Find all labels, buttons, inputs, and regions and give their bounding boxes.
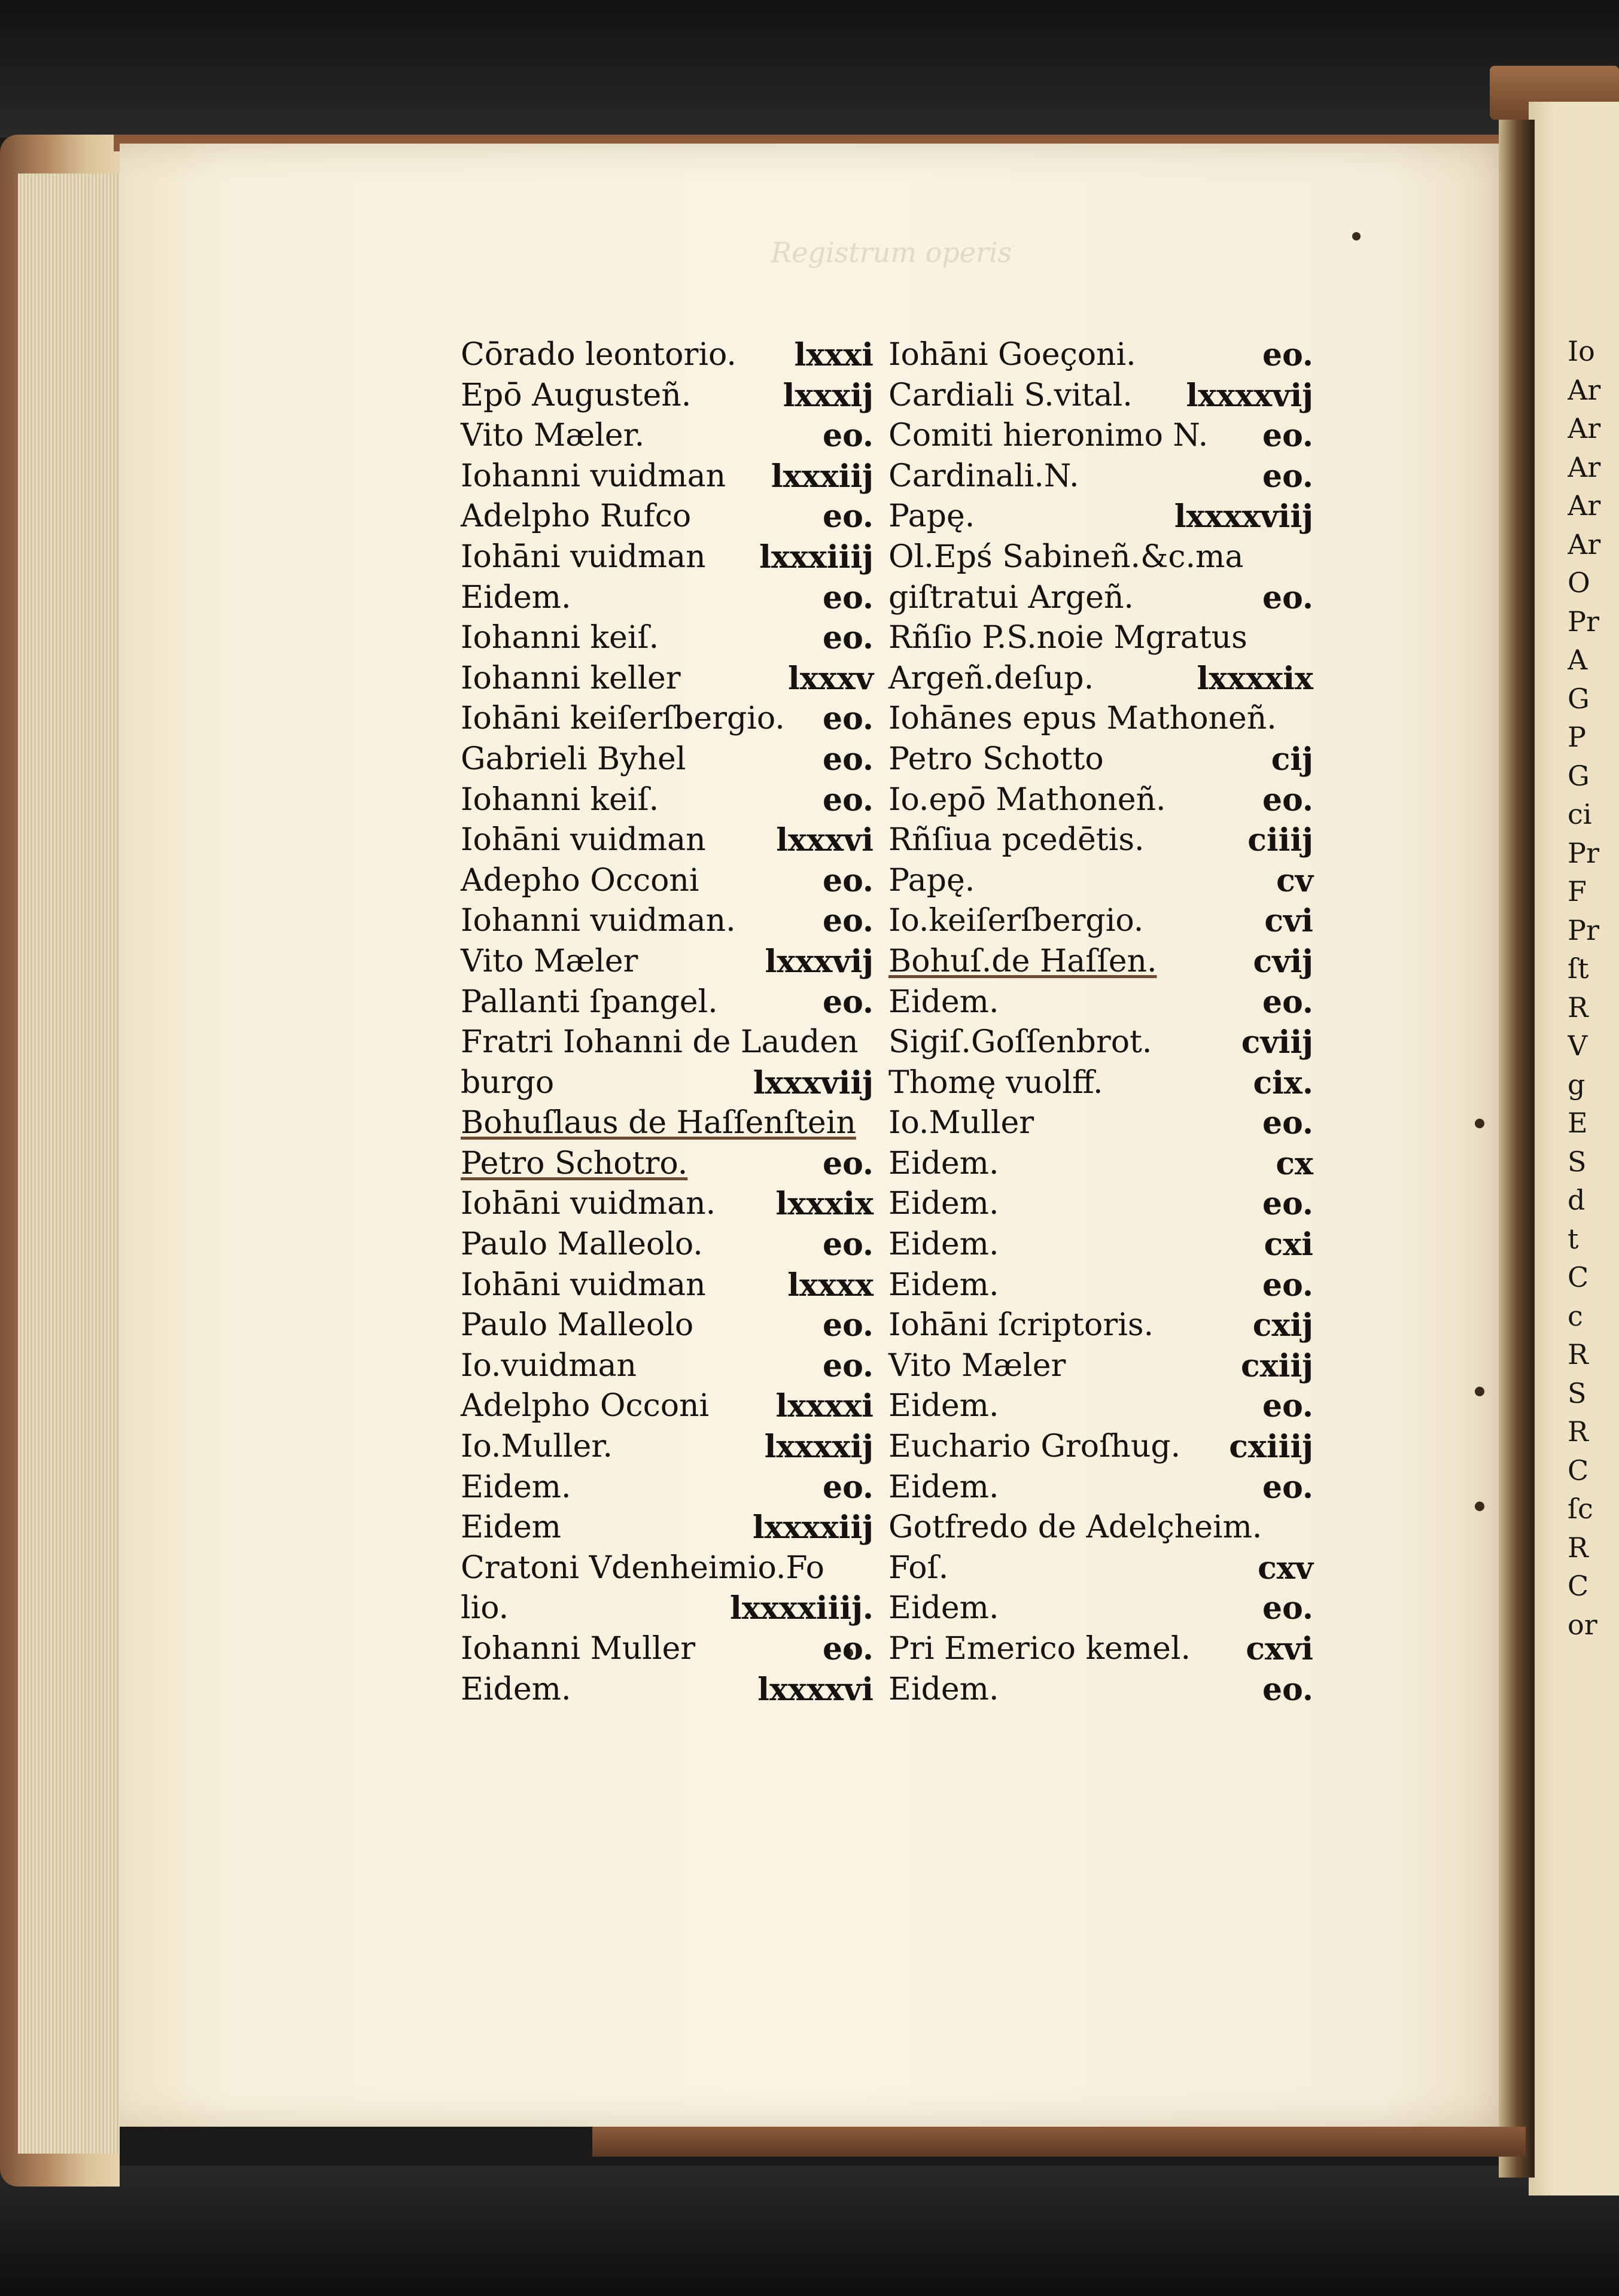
page-gutter — [1499, 120, 1535, 2178]
entry-name: Eidem. — [461, 1671, 571, 1707]
entry-name: Cōrado leontorio. — [461, 337, 737, 373]
entry-name: Iohāni vuidman. — [461, 1186, 716, 1222]
entry-folio-ref: eo. — [823, 1145, 874, 1182]
entry-folio-ref: cviij — [1241, 1024, 1313, 1061]
register-entry — [888, 739, 1313, 780]
entry-folio-ref: eo. — [1262, 1469, 1313, 1506]
entry-folio-ref: eo. — [1262, 1590, 1313, 1627]
entry-folio-ref — [868, 1548, 874, 1589]
register-entry — [888, 780, 1313, 821]
entry-folio-ref: cvij — [1253, 943, 1313, 980]
entry-name: Paulo Malleolo. — [461, 1226, 703, 1263]
entry-name: Iohanni vuidman — [461, 458, 726, 494]
entry-name: Iohanni keller — [461, 660, 681, 696]
register-entry — [461, 1063, 874, 1104]
entry-name: Eidem. — [888, 1145, 999, 1182]
entry-folio-ref — [1307, 1508, 1313, 1548]
facing-page-fragment: Pr — [1568, 605, 1599, 638]
register-entry — [888, 376, 1313, 416]
entry-folio-ref: lxxxi — [794, 337, 874, 373]
register-entry — [461, 1588, 874, 1629]
entry-folio-ref: eo. — [823, 701, 874, 738]
entry-name: Cratoni Vdenheimio.Fo — [461, 1549, 824, 1586]
entry-folio-ref: lxxxviij — [753, 1064, 874, 1101]
register-entry — [888, 1022, 1313, 1063]
register-entry — [461, 780, 874, 821]
entry-folio-ref: cxij — [1252, 1307, 1313, 1344]
facing-page-fragment: R — [1568, 1338, 1588, 1371]
entry-name: Epō Augusteñ. — [461, 377, 692, 413]
entry-name: Io.keiſerſbergio. — [888, 903, 1144, 939]
register-entry — [888, 659, 1313, 699]
entry-folio-ref: eo. — [823, 983, 874, 1021]
facing-page-fragment: Ar — [1568, 450, 1601, 483]
register-right-column — [888, 335, 1313, 1710]
register-entry — [888, 861, 1313, 902]
entry-name: Io.vuidman — [461, 1347, 637, 1384]
register-entry — [888, 901, 1313, 942]
entry-name: Bohuſlaus de Haſſenſtein — [461, 1105, 856, 1141]
facing-page-fragment: S — [1568, 1377, 1587, 1409]
entry-folio-ref: eo. — [1262, 781, 1313, 818]
register-entry — [888, 699, 1313, 739]
register-entry — [461, 456, 874, 497]
entry-folio-ref: lxxxx — [787, 1266, 874, 1304]
entry-folio-ref: eo. — [1262, 1671, 1313, 1708]
entry-folio-ref — [1307, 537, 1313, 578]
entry-name: Papę. — [888, 498, 975, 535]
register-entry — [888, 1305, 1313, 1346]
entry-name: Io.Muller. — [461, 1429, 613, 1465]
facing-page-fragment: C — [1568, 1261, 1589, 1293]
register-entry — [888, 1588, 1313, 1629]
register-entry — [888, 456, 1313, 497]
entry-folio-ref: eo. — [823, 418, 874, 455]
ink-spot — [1475, 1387, 1484, 1396]
register-entry — [888, 578, 1313, 619]
entry-name: Rñſio P.S.noie Mgratus — [888, 620, 1247, 656]
register-entry — [888, 1508, 1313, 1548]
register-entry — [461, 1265, 874, 1306]
facing-page-fragment: A — [1568, 644, 1588, 676]
entry-name: Ol.Epś Sabineñ.&c.ma — [888, 538, 1244, 575]
facing-page-fragment: Ar — [1568, 412, 1601, 444]
register-entry — [461, 1346, 874, 1387]
register-entry — [888, 942, 1313, 982]
entry-folio-ref: cvi — [1264, 903, 1313, 940]
facing-page-fragment: g — [1568, 1068, 1585, 1101]
register-entry — [888, 416, 1313, 456]
entry-name: Vito Mæler — [888, 1347, 1066, 1384]
backdrop-top — [0, 0, 1619, 138]
entry-folio-ref: cix. — [1253, 1064, 1313, 1101]
entry-folio-ref: lxxxxij — [764, 1429, 874, 1466]
register-entry — [888, 1103, 1313, 1144]
register-entry — [461, 1022, 874, 1063]
register-entry — [888, 497, 1313, 537]
register-entry — [461, 335, 874, 376]
register-entry — [461, 861, 874, 902]
register-entry — [461, 1386, 874, 1427]
register-entry — [461, 376, 874, 416]
register-entry — [461, 982, 874, 1023]
entry-name: Cardiali S.vital. — [888, 377, 1133, 413]
facing-page-fragment: ſc — [1568, 1493, 1593, 1525]
entry-folio-ref: lxxxvi — [776, 822, 874, 859]
entry-name: Io.Muller — [888, 1105, 1034, 1141]
ink-spot — [1352, 232, 1361, 240]
cover-bottom-edge — [592, 2127, 1526, 2157]
entry-folio-ref: eo. — [1262, 337, 1313, 373]
facing-page-fragment: P — [1568, 721, 1586, 753]
register-entry — [461, 739, 874, 780]
facing-page-fragment: Pr — [1568, 913, 1599, 946]
entry-folio-ref: lxxxiij — [771, 458, 874, 495]
entry-name: Bohuſ.de Haſſen. — [888, 943, 1157, 979]
entry-folio-ref — [868, 1022, 874, 1063]
facing-page-fragment: E — [1568, 1107, 1588, 1139]
facing-page-fragment: R — [1568, 1415, 1588, 1448]
entry-name: Paulo Malleolo — [461, 1307, 694, 1344]
register-entry — [888, 335, 1313, 376]
facing-page-fragment: V — [1568, 1030, 1588, 1062]
register-entry — [461, 497, 874, 537]
entry-name: Eidem. — [888, 1671, 999, 1707]
entry-folio-ref: eo. — [823, 1307, 874, 1344]
facing-page-text — [1568, 332, 1619, 1644]
register-entry — [888, 982, 1313, 1023]
facing-page-fragment: R — [1568, 1531, 1588, 1564]
entry-folio-ref: eo. — [823, 862, 874, 899]
entry-name: Adepho Occoni — [461, 862, 699, 899]
entry-name: Iohāni Goeçoni. — [888, 337, 1136, 373]
entry-folio-ref: eo. — [1262, 458, 1313, 495]
entry-name: Eidem. — [888, 1469, 999, 1505]
register-entry — [461, 578, 874, 619]
facing-page-fragment: Ar — [1568, 489, 1601, 522]
entry-folio-ref: cxi — [1264, 1226, 1313, 1263]
register-entry — [461, 1225, 874, 1265]
entry-folio-ref: lxxxxiiij. — [730, 1590, 874, 1627]
entry-name: Pri Emerico kemel. — [888, 1631, 1191, 1667]
page-block-edge — [18, 173, 120, 2154]
register-entry — [461, 901, 874, 942]
entry-name: Comiti hieronimo N. — [888, 418, 1209, 454]
register-entry — [888, 1427, 1313, 1467]
facing-page-fragment: ſt — [1568, 952, 1589, 985]
register-entry — [888, 1467, 1313, 1508]
register-entry — [461, 699, 874, 739]
facing-page-fragment: Pr — [1568, 836, 1599, 869]
entry-name: Iohanni keiſ. — [461, 620, 659, 656]
register-entry — [888, 1386, 1313, 1427]
entry-name: Eidem. — [461, 579, 571, 616]
entry-name: Eidem. — [888, 1388, 999, 1424]
ink-spot — [1475, 1119, 1484, 1128]
register-entry — [888, 1144, 1313, 1184]
facing-page-fragment: O — [1568, 567, 1590, 599]
facing-page-fragment: G — [1568, 682, 1590, 715]
register-entry — [888, 820, 1313, 861]
entry-folio-ref: eo. — [823, 620, 874, 657]
entry-name: Iohanni keiſ. — [461, 781, 659, 818]
entry-folio-ref: eo. — [1262, 983, 1313, 1021]
register-entry — [461, 1629, 874, 1670]
entry-name: Iohāni keiſerſbergio. — [461, 701, 785, 737]
facing-page-fragment: S — [1568, 1145, 1587, 1178]
facing-page-fragment: Ar — [1568, 373, 1601, 406]
entry-name: Gabrieli Byhel — [461, 741, 686, 777]
register-entry — [461, 1305, 874, 1346]
entry-folio-ref: cij — [1271, 741, 1313, 778]
entry-name: Eidem. — [888, 1226, 999, 1263]
entry-folio-ref: ciiij — [1247, 822, 1313, 859]
entry-folio-ref: eo. — [823, 1347, 874, 1384]
entry-name: Iohāni vuidman — [461, 1266, 706, 1303]
entry-folio-ref: eo. — [823, 741, 874, 778]
entry-name: Petro Schotro. — [461, 1145, 688, 1182]
facing-page-fragment: t — [1568, 1222, 1579, 1255]
entry-name: Euchario Groſhug. — [888, 1429, 1181, 1465]
entry-folio-ref: eo. — [1262, 1388, 1313, 1425]
facing-page-fragment: c — [1568, 1299, 1583, 1332]
register-entry — [461, 942, 874, 982]
register-entry — [888, 618, 1313, 659]
register-entry — [888, 1225, 1313, 1265]
entry-folio-ref: lxxxxvi — [757, 1671, 874, 1708]
register-entry — [888, 1063, 1313, 1104]
register-entry — [461, 537, 874, 578]
entry-name: Eidem. — [888, 1266, 999, 1303]
entry-folio-ref: eo. — [1262, 579, 1313, 616]
entry-folio-ref: cv — [1276, 862, 1313, 899]
entry-name: Fratri Iohanni de Lauden — [461, 1024, 859, 1061]
register-entry — [461, 659, 874, 699]
entry-name: Foſ. — [888, 1549, 949, 1586]
entry-folio-ref: eo. — [1262, 1186, 1313, 1223]
register-entry — [888, 1670, 1313, 1710]
entry-name: Vito Mæler. — [461, 418, 645, 454]
entry-name: lio. — [461, 1590, 509, 1627]
entry-folio-ref: cx — [1276, 1145, 1313, 1182]
facing-page-fragment: C — [1568, 1570, 1589, 1602]
entry-name: Adelpho Rufco — [461, 498, 692, 535]
entry-name: Eidem. — [888, 1590, 999, 1627]
register-entry — [461, 1144, 874, 1184]
entry-name: Vito Mæler — [461, 943, 638, 979]
entry-folio-ref: eo. — [1262, 418, 1313, 455]
entry-name: Cardinali.N. — [888, 458, 1079, 494]
facing-page-fragment: Ar — [1568, 528, 1601, 561]
entry-folio-ref: lxxxiiij — [759, 538, 874, 575]
entry-name: Sigiſ.Goſſenbrot. — [888, 1024, 1152, 1061]
entry-name: Io.epō Mathoneñ. — [888, 781, 1166, 818]
entry-name: Papę. — [888, 862, 975, 899]
entry-name: burgo — [461, 1064, 555, 1101]
register-entry — [461, 1467, 874, 1508]
entry-folio-ref: lxxxv — [788, 660, 874, 697]
entry-name: Rñſiua pcedētis. — [888, 822, 1145, 858]
entry-name: Argeñ.deſup. — [888, 660, 1094, 696]
entry-folio-ref: eo. — [1262, 1266, 1313, 1304]
entry-folio-ref: cxiij — [1241, 1347, 1313, 1384]
entry-name: giſtratui Argeñ. — [888, 579, 1134, 616]
facing-page-fragment: ci — [1568, 798, 1592, 830]
register-entry — [888, 1548, 1313, 1589]
register-entry — [888, 1184, 1313, 1225]
entry-name: Iohāni ſcriptoris. — [888, 1307, 1154, 1344]
register-entry — [461, 1103, 874, 1144]
entry-folio-ref: cxiiij — [1229, 1429, 1313, 1466]
register-entry — [888, 1629, 1313, 1670]
entry-name: Gotfredo de Adelçheim. — [888, 1509, 1262, 1546]
entry-folio-ref: lxxxxviij — [1174, 498, 1313, 535]
register-entry — [888, 537, 1313, 578]
entry-folio-ref: lxxxxiij — [752, 1509, 874, 1546]
entry-name: Iohanni vuidman. — [461, 903, 736, 939]
running-title: Registrum operis — [771, 236, 1012, 269]
entry-folio-ref: cxvi — [1246, 1631, 1313, 1667]
entry-folio-ref: lxxxxi — [775, 1388, 874, 1425]
facing-page-fragment: d — [1568, 1184, 1585, 1216]
entry-name: Iohānes epus Mathoneñ. — [888, 701, 1277, 737]
ink-spot — [1475, 1502, 1484, 1511]
register-left-column — [461, 335, 874, 1710]
entry-folio-ref — [1307, 699, 1313, 739]
register-entry — [461, 820, 874, 861]
facing-page-fragment: or — [1568, 1608, 1597, 1641]
register-entry — [461, 1427, 874, 1467]
entry-folio-ref: lxxxvij — [765, 943, 874, 980]
entry-name: Iohanni Muller — [461, 1631, 696, 1667]
entry-name: Eidem. — [888, 1186, 999, 1222]
entry-name: Pallanti ſpangel. — [461, 983, 718, 1020]
entry-name: Eidem — [461, 1509, 561, 1546]
facing-page-fragment: C — [1568, 1454, 1589, 1487]
register-entry — [461, 1548, 874, 1589]
entry-folio-ref: lxxxxvij — [1186, 377, 1313, 414]
entry-folio-ref: eo. — [823, 1469, 874, 1506]
register-entry — [461, 1184, 874, 1225]
register-entry — [888, 1346, 1313, 1387]
entry-folio-ref: eo. — [1262, 1105, 1313, 1142]
entry-folio-ref: eo. — [823, 1226, 874, 1263]
entry-folio-ref: eo. — [823, 781, 874, 818]
entry-name: Iohāni vuidman — [461, 538, 706, 575]
register-entry — [888, 1265, 1313, 1306]
entry-name: Petro Schotto — [888, 741, 1104, 777]
entry-name: Adelpho Occoni — [461, 1388, 710, 1424]
entry-name: Iohāni vuidman — [461, 822, 706, 858]
entry-folio-ref: eo. — [823, 903, 874, 940]
facing-page-fragment: F — [1568, 875, 1587, 908]
register-entry — [461, 416, 874, 456]
facing-page-fragment: R — [1568, 991, 1588, 1024]
entry-folio-ref — [868, 1103, 874, 1144]
register-entry — [461, 618, 874, 659]
entry-folio-ref: eo. — [823, 1631, 874, 1667]
entry-folio-ref: cxv — [1258, 1549, 1313, 1587]
register-entry — [461, 1508, 874, 1548]
entry-folio-ref — [1307, 618, 1313, 659]
entry-folio-ref: lxxxix — [775, 1186, 874, 1223]
register-entry — [461, 1670, 874, 1710]
backdrop-bottom — [0, 2166, 1619, 2296]
entry-folio-ref: lxxxxix — [1197, 660, 1313, 697]
entry-folio-ref: lxxxij — [783, 377, 874, 414]
entry-folio-ref: eo. — [823, 498, 874, 535]
facing-page-fragment: G — [1568, 759, 1590, 792]
entry-folio-ref: eo. — [823, 579, 874, 616]
facing-page-fragment: Io — [1568, 335, 1595, 367]
entry-name: Eidem. — [888, 983, 999, 1020]
entry-name: Thomę vuolff. — [888, 1064, 1103, 1101]
entry-name: Eidem. — [461, 1469, 571, 1505]
